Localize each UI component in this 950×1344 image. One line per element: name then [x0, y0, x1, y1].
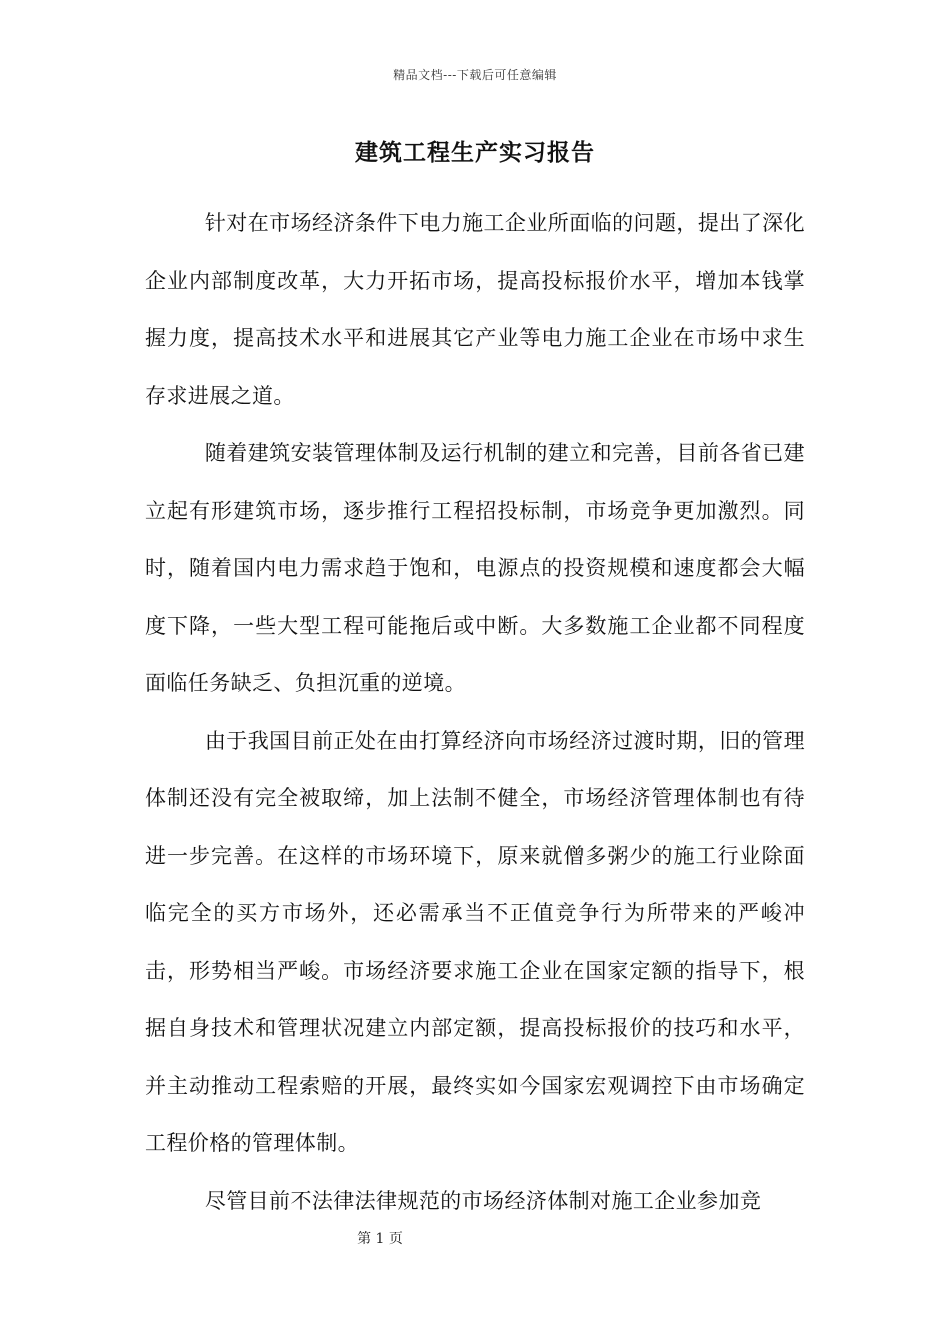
- header-note: 精品文档---下载后可任意编辑: [393, 68, 557, 82]
- paragraph: 随着建筑安装管理体制及运行机制的建立和完善，目前各省已建立起有形建筑市场，逐步推行工程招投标制，市场竞争更加激烈。同时，随着国内电力需求趋于饱和，电源点的投资规模和速度都会大幅度下降，一些大型工程可能拖后或中断。大多数施工企业都不同程度面临任务缺乏、负担沉重的逆境。: [145, 441, 805, 695]
- paragraph: 针对在市场经济条件下电力施工企业所面临的问题，提出了深化企业内部制度改革，大力开拓市场，提高投标报价水平，增加本钱掌握力度，提高技术水平和进展其它产业等电力施工企业在市场中求生存求进展之道。: [145, 211, 805, 408]
- paragraph: 尽管目前不法律法律规范的市场经济体制对施工企业参加竞: [204, 1188, 762, 1213]
- document-body: [145, 195, 805, 1230]
- document-title: 建筑工程生产实习报告: [355, 139, 595, 166]
- page-number: 第 1 页: [357, 1231, 403, 1247]
- paragraph: 由于我国目前正处在由打算经济向市场经济过渡时期，旧的管理体制还没有完全被取缔，加上法制不健全，市场经济管理体制也有待进一步完善。在这样的市场环境下，原来就僧多粥少的施工行业除面临完全的买方市场外，还必需承当不正值竞争行为所带来的严峻冲击，形势相当严峻。市场经济要求施工企业在国家定额的指导下，根据自身技术和管理状况建立内部定额，提高投标报价的技巧和水平，并主动推动工程索赔的开展，最终实如今国家宏观调控下由市场确定工程价格的管理体制。: [145, 728, 805, 1155]
